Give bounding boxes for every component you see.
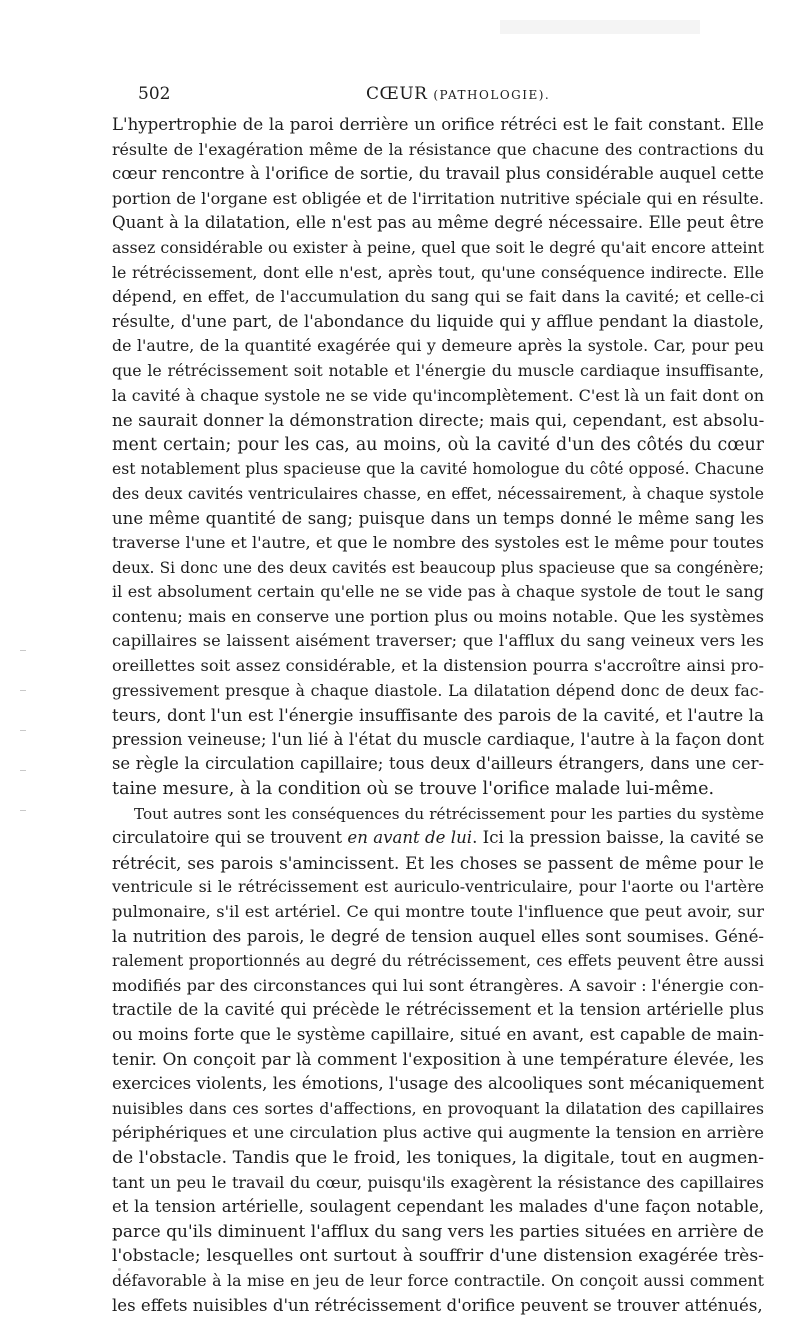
- text-line: le rétrécissement, dont elle n'est, après tout, qu'une conséquence indirecte. Elle: [112, 262, 764, 282]
- text-line: traverse l'une et l'autre, et que le nombre des systoles est le même pour toutes: [112, 533, 764, 553]
- scan-smudge: [500, 20, 700, 34]
- text-line: circulatoire qui se trouvent en avant de lui. Ici la pression baisse, la cavité se: [112, 828, 764, 848]
- text-line: une même quantité de sang; puisque dans un temps donné le même sang les: [112, 508, 764, 528]
- text-line: nuisibles dans ces sortes d'affections, en provoquant la dilatation des capillaires: [112, 1098, 764, 1118]
- text-line: contenu; mais en conserve une portion plus ou moins notable. Que les systèmes: [112, 606, 764, 626]
- text-line: dépend, en effet, de l'accumulation du sang qui se fait dans la cavité; et celle-ci: [112, 287, 764, 307]
- text-line: des deux cavités ventriculaires chasse, en effet, nécessairement, à chaque systole: [112, 484, 764, 503]
- text-line: résulte de l'exagération même de la résistance que chacune des contractions du: [112, 139, 764, 159]
- text-line: de l'obstacle. Tandis que le froid, les toniques, la digitale, tout en augmen-: [112, 1147, 764, 1168]
- text-line: ou moins forte que le système capillaire, situé en avant, est capable de main-: [112, 1024, 764, 1044]
- running-head-section: (PATHOLOGIE).: [433, 88, 551, 102]
- text-line: résulte, d'une part, de l'abondance du liquide qui y afflue pendant la diastole,: [112, 311, 764, 331]
- text-line: teurs, dont l'un est l'énergie insuffisante des parois de la cavité, et l'autre la: [112, 705, 764, 726]
- text-line: ralement proportionnés au degré du rétrécissement, ces effets peuvent être aussi: [112, 952, 764, 971]
- text-line: ne saurait donner la démonstration directe; mais qui, cependant, est absolu-: [112, 410, 764, 431]
- text-line: Quant à la dilatation, elle n'est pas au même degré nécessaire. Elle peut être: [112, 213, 764, 233]
- text-line: parce qu'ils diminuent l'afflux du sang vers les parties situées en arrière de: [112, 1221, 764, 1242]
- text-line: modifiés par des circonstances qui lui sont étrangères. A savoir : l'énergie con-: [112, 975, 764, 995]
- page-number: 502: [138, 84, 171, 104]
- italic-phrase: en avant de lui: [347, 828, 473, 848]
- running-head: [366, 84, 550, 104]
- text-line: gressivement presque à chaque diastole. La dilatation dépend donc de deux fac-: [112, 680, 764, 700]
- text-line: capillaires se laissent aisément traverser; que l'afflux du sang veineux vers les: [112, 631, 764, 651]
- page-header: [138, 84, 764, 108]
- text-line: L'hypertrophie de la paroi derrière un orifice rétréci est le fait constant. Elle: [112, 115, 764, 134]
- text-line: la nutrition des parois, le degré de tension auquel elles sont soumises. Géné-: [112, 926, 764, 946]
- text-line: défavorable à la mise en jeu de leur force contractile. On conçoit aussi comment: [112, 1270, 764, 1290]
- text-line: ment certain; pour les cas, au moins, où la cavité d'un des côtés du cœur: [112, 434, 764, 455]
- text-line: périphériques et une circulation plus active qui augmente la tension en arrière: [112, 1123, 764, 1143]
- text-line: rétrécit, ses parois s'amincissent. Et les choses se passent de même pour le: [112, 852, 764, 873]
- text-line: pression veineuse; l'un lié à l'état du muscle cardiaque, l'autre à la façon dont: [112, 729, 764, 749]
- text-line: portion de l'organe est obligée et de l'irritation nutritive spéciale qui en résulte.: [112, 188, 764, 208]
- text-line: que le rétrécissement soit notable et l'énergie du muscle cardiaque insuffisante,: [112, 360, 764, 380]
- text-line: deux. Si donc une des deux cavités est beaucoup plus spacieuse que sa congénère;: [112, 558, 764, 577]
- text-line: est notablement plus spacieuse que la cavité homologue du côté opposé. Chacune: [112, 460, 764, 479]
- text-line: ventricule si le rétrécissement est auriculo-ventriculaire, pour l'aorte ou l'artère: [112, 877, 764, 897]
- text-line: la cavité à chaque systole ne se vide qu'incomplètement. C'est là un fait dont on: [112, 385, 764, 405]
- running-head-title: CŒUR: [366, 84, 428, 104]
- text-line: il est absolument certain qu'elle ne se vide pas à chaque systole de tout le sang: [112, 582, 764, 602]
- text-line: assez considérable ou exister à peine, quel que soit le degré qu'ait encore atteint: [112, 237, 764, 257]
- text-line: tenir. On conçoit par là comment l'exposition à une température élevée, les: [112, 1049, 764, 1070]
- body-text: [112, 113, 764, 1318]
- text-line: tant un peu le travail du cœur, puisqu'ils exagèrent la résistance des capillaires: [112, 1172, 764, 1192]
- text-line: l'obstacle; lesquelles ont surtout à souffrir d'une distension exagérée très-: [112, 1246, 764, 1267]
- text-line: cœur rencontre à l'orifice de sortie, du travail plus considérable auquel cette: [112, 164, 764, 184]
- text-line: et la tension artérielle, soulagent cependant les malades d'une façon notable,: [112, 1197, 764, 1217]
- text-line: Tout autres sont les conséquences du rétrécissement pour les parties du système: [134, 804, 764, 823]
- text-line: de l'autre, de la quantité exagérée qui y demeure après la systole. Car, pour peu: [112, 336, 764, 356]
- text-line: les effets nuisibles d'un rétrécissement d'orifice peuvent se trouver atténués,: [112, 1295, 763, 1315]
- text-line: taine mesure, à la condition où se trouve l'orifice malade lui-même.: [112, 779, 715, 800]
- text-line: pulmonaire, s'il est artériel. Ce qui montre toute l'influence que peut avoir, sur: [112, 902, 764, 921]
- text-line: exercices violents, les émotions, l'usage des alcooliques sont mécaniquement: [112, 1074, 764, 1094]
- text-line: se règle la circulation capillaire; tous deux d'ailleurs étrangers, dans une cer-: [112, 754, 764, 774]
- text-line: oreillettes soit assez considérable, et la distension pourra s'accroître ainsi pro-: [112, 656, 764, 676]
- text-line: tractile de la cavité qui précède le rétrécissement et la tension artérielle plus: [112, 1000, 764, 1020]
